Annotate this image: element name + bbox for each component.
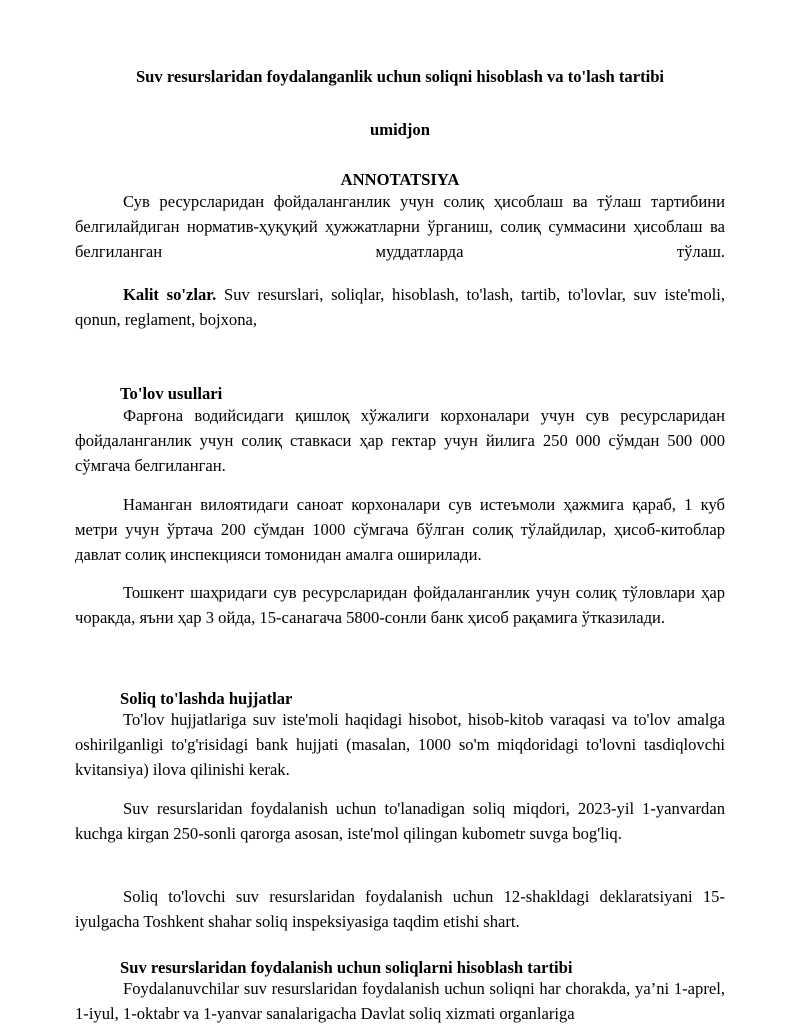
annotation-heading: ANNOTATSIYA xyxy=(340,170,460,189)
section-paragraph xyxy=(75,884,725,934)
paragraph-text: Foydalanuvchilar suv resurslaridan foydalanish uchun soliqni har chorakda, ya’ni 1-aprel, 1-iyul, 1-oktabr va 1-yanvar sanalarigacha Davlat soliq xizmati organlariga xyxy=(75,979,725,1023)
annotation-paragraph: Сув ресурсларидан фойдаланганлик учун солиқ ҳисоблаш ва тўлаш тартибини белгилайдиган норматив-ҳуқуқий ҳужжатларни ўрганиш, солиқ суммасини ҳисоблаш ва белгиланган муддатларда тўлаш. xyxy=(75,192,725,261)
paragraph-text: Suv resurslaridan foydalanish uchun to'lanadigan soliq miqdori, 2023-yil 1-yanvardan kuchga kirgan 250-sonli qarorga asosan, iste'mol qilingan kubometr suvga bog'liq. xyxy=(75,799,725,843)
keywords-paragraph xyxy=(75,282,725,332)
keywords-block xyxy=(75,282,725,332)
keywords-label: Kalit so'zlar. xyxy=(123,285,217,304)
annotation-block xyxy=(75,189,725,264)
section-heading-documents: Soliq to'lashda hujjatlar xyxy=(120,689,293,708)
author-name: umidjon xyxy=(370,120,430,139)
paragraph-text: Наманган вилоятидаги саноат корхоналари сув истеъмоли ҳажмига қараб, 1 куб метри учун ўртача 200 сўмдан 1000 сўмгача бўлган солиқ тўлайдилар, ҳисоб-китоблар давлат солиқ инспекцияси томонидан амалга оширилади. xyxy=(75,495,725,564)
section-paragraph xyxy=(75,796,725,846)
section-paragraph xyxy=(75,707,725,782)
paragraph-text: Тошкент шаҳридаги сув ресурсларидан фойдаланганлик учун солиқ тўловлари ҳар чоракда, яъни ҳар 3 ойда, 15-санагача 5800-сонли банк ҳисоб рақамига ўтказилади. xyxy=(75,583,725,627)
document-title: Suv resurslaridan foydalanganlik uchun soliqni hisoblash va to'lash tartibi xyxy=(135,67,665,86)
paragraph-text: Soliq to'lovchi suv resurslaridan foydalanish uchun 12-shakldagi deklaratsiyani 15-iyulgacha Toshkent shahar soliq inspeksiyasiga taqdim etishi shart. xyxy=(75,887,725,931)
section-paragraph xyxy=(75,976,725,1026)
paragraph-text: To'lov hujjatlariga suv iste'moli haqidagi hisobot, hisob-kitob varaqasi va to'lov amalga oshirilganligi to'g'risidagi bank hujjati (masalan, 1000 so'm miqdoridagi to'lovni tasdiqlovchi kvitansiya) ilova qilinishi kerak. xyxy=(75,710,725,779)
section-heading-payment-methods: To'lov usullari xyxy=(120,384,223,403)
section-paragraph xyxy=(75,403,725,478)
keywords-text: Suv resurslari, soliqlar, hisoblash, to'lash, tartib, to'lovlar, suv iste'moli, qonun, reglament, bojxona, xyxy=(75,285,726,329)
section-paragraph xyxy=(75,580,725,630)
paragraph-text: Фарғона водийсидаги қишлоқ хўжалиги корхоналари учун сув ресурсларидан фойдаланганлик учун солиқ ставкаси ҳар гектар учун йилига 250 000 сўмдан 500 000 сўмгача белгиланган. xyxy=(75,406,725,475)
section-paragraph xyxy=(75,492,725,567)
section-heading-calculation: Suv resurslaridan foydalanish uchun soliqlarni hisoblash tartibi xyxy=(120,958,573,977)
